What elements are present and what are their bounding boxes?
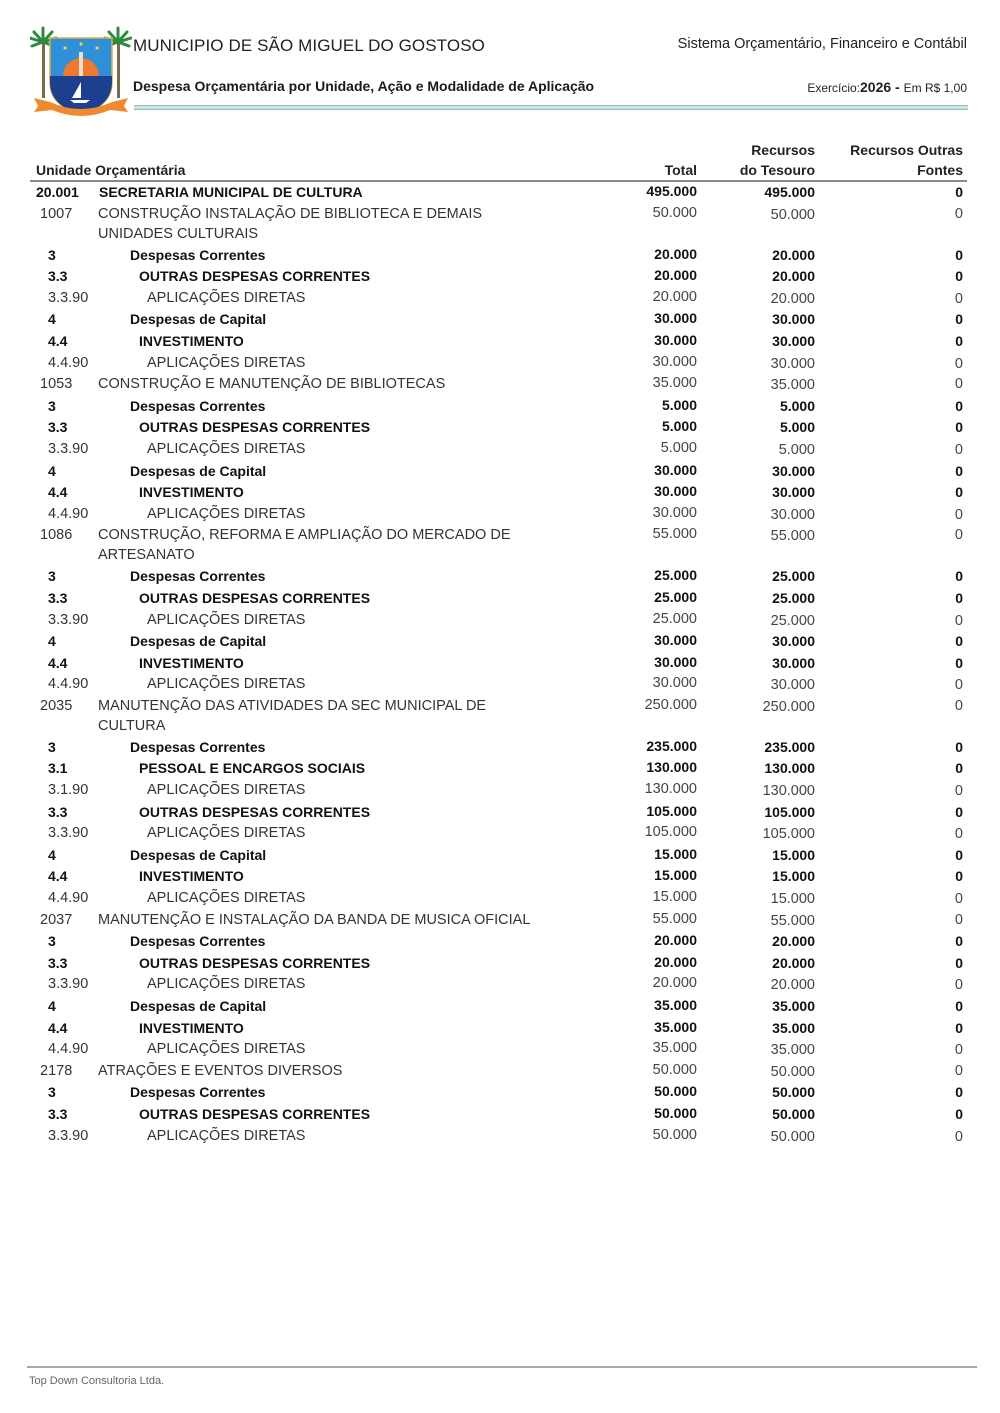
row-tesouro: 50.000 bbox=[772, 1105, 815, 1122]
row-code: 4.4.90 bbox=[48, 890, 89, 907]
row-code: 3.3 bbox=[48, 803, 68, 820]
table-row bbox=[30, 909, 967, 931]
row-outras-fontes: 0 bbox=[954, 911, 963, 928]
row-total: 235.000 bbox=[646, 737, 697, 754]
row-outras-fontes: 0 bbox=[955, 568, 963, 585]
row-outras-fontes: 0 bbox=[955, 1019, 963, 1036]
row-outras-fontes: 0 bbox=[955, 1084, 963, 1101]
table-row bbox=[30, 801, 967, 823]
row-description: Despesas Correntes bbox=[130, 397, 266, 414]
row-outras-fontes: 0 bbox=[954, 1128, 963, 1145]
table-header bbox=[30, 138, 967, 182]
table-row bbox=[30, 952, 967, 974]
table-row bbox=[30, 481, 967, 503]
row-total: 20.000 bbox=[654, 267, 697, 284]
row-code: 3.3.90 bbox=[48, 440, 89, 457]
row-description: OUTRAS DESPESAS CORRENTES bbox=[139, 1105, 371, 1122]
row-outras-fontes: 0 bbox=[955, 954, 963, 971]
row-description: Despesas de Capital bbox=[130, 998, 267, 1014]
row-tesouro: 20.000 bbox=[770, 290, 815, 307]
table-row bbox=[30, 652, 967, 674]
table-row bbox=[30, 995, 967, 1017]
row-outras-fontes: 0 bbox=[955, 998, 963, 1014]
row-total: 50.000 bbox=[652, 1126, 697, 1143]
row-description: INVESTIMENTO bbox=[139, 332, 244, 349]
row-total: 25.000 bbox=[654, 588, 697, 605]
row-tesouro: 20.000 bbox=[772, 268, 815, 285]
row-tesouro: 55.000 bbox=[770, 528, 815, 545]
row-code: 4 bbox=[48, 462, 56, 479]
row-outras-fontes: 0 bbox=[954, 355, 963, 372]
row-code: 3.1.90 bbox=[48, 782, 89, 799]
row-outras-fontes: 0 bbox=[955, 268, 963, 285]
table-row bbox=[30, 1017, 967, 1039]
row-total: 30.000 bbox=[654, 632, 697, 649]
row-tesouro: 130.000 bbox=[764, 760, 815, 777]
table-row bbox=[30, 609, 967, 631]
row-description: MANUTENÇÃO E INSTALAÇÃO DA BANDA DE MUSICA OFICIAL bbox=[98, 911, 531, 928]
table-row bbox=[30, 438, 967, 460]
row-outras-fontes: 0 bbox=[954, 1042, 963, 1059]
table-row bbox=[30, 565, 967, 587]
row-code: 4.4 bbox=[48, 484, 68, 501]
column-header-total: Total bbox=[664, 162, 697, 178]
row-tesouro: 20.000 bbox=[772, 246, 815, 263]
column-header-tesouro-line1: Recursos bbox=[751, 142, 815, 158]
row-description: OUTRAS DESPESAS CORRENTES bbox=[139, 268, 371, 285]
row-description: Despesas Correntes bbox=[130, 738, 266, 755]
row-tesouro: 250.000 bbox=[762, 698, 815, 715]
row-total: 105.000 bbox=[644, 824, 697, 841]
row-total: 20.000 bbox=[654, 932, 697, 949]
column-header-unidade: Unidade Orçamentária bbox=[36, 162, 186, 178]
footer-company: Top Down Consultoria Ltda. bbox=[29, 1375, 165, 1387]
table-row bbox=[30, 1125, 967, 1147]
row-total: 15.000 bbox=[654, 867, 697, 884]
row-outras-fontes: 0 bbox=[955, 332, 963, 349]
row-tesouro: 5.000 bbox=[778, 441, 815, 458]
row-code: 4.4 bbox=[48, 868, 68, 885]
row-outras-fontes: 0 bbox=[954, 826, 963, 843]
table-row bbox=[30, 1103, 967, 1125]
row-description: CONSTRUÇÃO INSTALAÇÃO DE BIBLIOTECA E DEMAIS UNIDADES CULTURAIS bbox=[98, 205, 483, 242]
table-row bbox=[30, 416, 967, 438]
row-description: OUTRAS DESPESAS CORRENTES bbox=[139, 954, 371, 971]
row-total: 20.000 bbox=[654, 953, 697, 970]
row-total: 30.000 bbox=[652, 504, 697, 521]
row-total: 30.000 bbox=[652, 353, 697, 370]
row-description: Despesas de Capital bbox=[130, 311, 267, 328]
row-description: APLICAÇÕES DIRETAS bbox=[147, 782, 306, 799]
row-description: APLICAÇÕES DIRETAS bbox=[147, 976, 306, 993]
row-total: 5.000 bbox=[660, 439, 697, 456]
exercise-year: 2026 bbox=[860, 79, 892, 95]
row-tesouro: 105.000 bbox=[764, 803, 815, 820]
column-header-outras-line2: Fontes bbox=[917, 162, 963, 178]
row-code: 3.3.90 bbox=[48, 976, 89, 993]
table-row bbox=[30, 779, 967, 801]
row-tesouro: 25.000 bbox=[772, 589, 815, 606]
table-row bbox=[30, 203, 967, 244]
table-row bbox=[30, 736, 967, 758]
row-total: 55.000 bbox=[652, 910, 697, 927]
table-row bbox=[30, 1060, 967, 1082]
row-code: 3.3.90 bbox=[48, 611, 89, 628]
row-outras-fontes: 0 bbox=[954, 376, 963, 393]
row-outras-fontes: 0 bbox=[954, 977, 963, 994]
row-outras-fontes: 0 bbox=[954, 891, 963, 908]
table-row bbox=[30, 1038, 967, 1060]
row-total: 50.000 bbox=[654, 1104, 697, 1121]
row-description: APLICAÇÕES DIRETAS bbox=[147, 611, 306, 628]
row-description: OUTRAS DESPESAS CORRENTES bbox=[139, 419, 371, 436]
row-total: 15.000 bbox=[652, 889, 697, 906]
row-outras-fontes: 0 bbox=[954, 290, 963, 307]
row-description: APLICAÇÕES DIRETAS bbox=[147, 289, 306, 306]
row-tesouro: 50.000 bbox=[770, 206, 815, 223]
table-row bbox=[30, 287, 967, 309]
row-description: OUTRAS DESPESAS CORRENTES bbox=[139, 803, 371, 820]
row-total: 20.000 bbox=[654, 245, 697, 262]
row-tesouro: 130.000 bbox=[762, 783, 815, 800]
row-description: Despesas de Capital bbox=[130, 633, 267, 650]
row-description: Despesas de Capital bbox=[130, 462, 267, 479]
row-outras-fontes: 0 bbox=[954, 697, 963, 714]
row-description: APLICAÇÕES DIRETAS bbox=[147, 1041, 306, 1058]
row-code: 1007 bbox=[40, 205, 73, 222]
row-code: 4.4 bbox=[48, 654, 68, 671]
row-code: 3.3 bbox=[48, 419, 68, 436]
row-outras-fontes: 0 bbox=[955, 462, 963, 479]
row-outras-fontes: 0 bbox=[954, 527, 963, 544]
row-description: OUTRAS DESPESAS CORRENTES bbox=[139, 589, 371, 606]
row-outras-fontes: 0 bbox=[955, 738, 963, 755]
table-row bbox=[30, 244, 967, 266]
row-tesouro: 5.000 bbox=[779, 419, 815, 436]
row-code: 3.3 bbox=[48, 1105, 68, 1122]
row-tesouro: 15.000 bbox=[772, 846, 815, 863]
row-description: INVESTIMENTO bbox=[139, 484, 244, 501]
table-row bbox=[30, 395, 967, 417]
row-outras-fontes: 0 bbox=[955, 654, 963, 671]
row-total: 105.000 bbox=[646, 802, 697, 819]
row-outras-fontes: 0 bbox=[955, 1105, 963, 1122]
row-total: 35.000 bbox=[652, 375, 697, 392]
row-code: 3 bbox=[48, 738, 56, 755]
row-tesouro: 495.000 bbox=[764, 184, 815, 200]
currency-note: Em R$ 1,00 bbox=[903, 81, 967, 95]
table-row bbox=[30, 673, 967, 695]
table-row bbox=[30, 503, 967, 525]
row-code: 4 bbox=[48, 633, 56, 650]
row-code: 4 bbox=[48, 846, 56, 863]
row-code: 2037 bbox=[40, 911, 73, 928]
municipal-coat-of-arms-icon bbox=[30, 24, 132, 120]
row-description: CONSTRUÇÃO E MANUTENÇÃO DE BIBLIOTECAS bbox=[98, 376, 446, 393]
row-tesouro: 30.000 bbox=[770, 355, 815, 372]
row-description: INVESTIMENTO bbox=[139, 868, 244, 885]
row-outras-fontes: 0 bbox=[955, 803, 963, 820]
row-description: Despesas Correntes bbox=[130, 246, 266, 263]
footer-divider bbox=[27, 1366, 977, 1368]
row-total: 50.000 bbox=[654, 1083, 697, 1100]
row-description: SECRETARIA MUNICIPAL DE CULTURA bbox=[99, 184, 363, 200]
row-description: APLICAÇÕES DIRETAS bbox=[147, 890, 306, 907]
row-description: Despesas Correntes bbox=[130, 1084, 266, 1101]
row-outras-fontes: 0 bbox=[955, 419, 963, 436]
row-total: 30.000 bbox=[654, 331, 697, 348]
row-outras-fontes: 0 bbox=[955, 184, 963, 200]
table-row bbox=[30, 330, 967, 352]
row-description: Despesas Correntes bbox=[130, 933, 266, 950]
row-code: 3.3 bbox=[48, 268, 68, 285]
row-total: 50.000 bbox=[652, 204, 697, 221]
row-tesouro: 25.000 bbox=[770, 612, 815, 629]
row-code: 3 bbox=[48, 246, 56, 263]
row-tesouro: 30.000 bbox=[772, 484, 815, 501]
row-description: APLICAÇÕES DIRETAS bbox=[147, 1127, 306, 1144]
row-total: 130.000 bbox=[644, 781, 697, 798]
row-total: 35.000 bbox=[652, 1040, 697, 1057]
row-tesouro: 30.000 bbox=[772, 332, 815, 349]
row-outras-fontes: 0 bbox=[954, 205, 963, 222]
row-total: 30.000 bbox=[654, 483, 697, 500]
table-row bbox=[30, 352, 967, 374]
row-code: 3.3.90 bbox=[48, 1127, 89, 1144]
row-total: 30.000 bbox=[654, 310, 697, 327]
row-code: 2178 bbox=[40, 1062, 73, 1079]
row-outras-fontes: 0 bbox=[955, 246, 963, 263]
row-outras-fontes: 0 bbox=[954, 1062, 963, 1079]
row-tesouro: 25.000 bbox=[772, 568, 815, 585]
table-row bbox=[30, 822, 967, 844]
row-code: 3.1 bbox=[48, 760, 68, 777]
row-description: Despesas Correntes bbox=[130, 568, 266, 585]
row-code: 2035 bbox=[40, 697, 73, 714]
table-row bbox=[30, 865, 967, 887]
row-outras-fontes: 0 bbox=[954, 612, 963, 629]
row-description: INVESTIMENTO bbox=[139, 654, 244, 671]
row-total: 35.000 bbox=[654, 997, 697, 1013]
row-total: 15.000 bbox=[654, 845, 697, 862]
exercise-separator: - bbox=[891, 79, 904, 95]
header-divider bbox=[134, 105, 968, 110]
row-code: 3 bbox=[48, 568, 56, 585]
table-row bbox=[30, 265, 967, 287]
row-tesouro: 235.000 bbox=[764, 738, 815, 755]
row-total: 495.000 bbox=[646, 183, 697, 199]
row-code: 3 bbox=[48, 397, 56, 414]
row-total: 20.000 bbox=[652, 288, 697, 305]
row-total: 35.000 bbox=[654, 1018, 697, 1035]
table-row bbox=[30, 887, 967, 909]
row-outras-fontes: 0 bbox=[955, 311, 963, 328]
row-code: 4.4.90 bbox=[48, 676, 89, 693]
row-code: 4.4 bbox=[48, 1019, 68, 1036]
row-total: 30.000 bbox=[652, 675, 697, 692]
row-outras-fontes: 0 bbox=[954, 783, 963, 800]
column-header-tesouro bbox=[740, 140, 815, 180]
row-total: 5.000 bbox=[661, 396, 697, 413]
row-description: Despesas de Capital bbox=[130, 846, 267, 863]
row-description: INVESTIMENTO bbox=[139, 1019, 244, 1036]
column-header-outras-line1: Recursos Outras bbox=[850, 142, 963, 158]
row-description: APLICAÇÕES DIRETAS bbox=[147, 440, 306, 457]
row-code: 3 bbox=[48, 933, 56, 950]
row-tesouro: 5.000 bbox=[779, 397, 815, 414]
row-code: 4.4.90 bbox=[48, 1041, 89, 1058]
row-tesouro: 20.000 bbox=[772, 954, 815, 971]
row-total: 130.000 bbox=[646, 759, 697, 776]
row-outras-fontes: 0 bbox=[955, 589, 963, 606]
column-header-tesouro-line2: do Tesouro bbox=[739, 162, 815, 178]
row-outras-fontes: 0 bbox=[954, 506, 963, 523]
row-code: 3.3 bbox=[48, 589, 68, 606]
row-tesouro: 55.000 bbox=[770, 912, 815, 929]
row-total: 5.000 bbox=[661, 418, 697, 435]
table-row bbox=[30, 930, 967, 952]
row-tesouro: 50.000 bbox=[770, 1128, 815, 1145]
row-outras-fontes: 0 bbox=[955, 933, 963, 950]
table-row bbox=[30, 757, 967, 779]
table-row bbox=[30, 524, 967, 565]
column-header-outras bbox=[850, 140, 963, 180]
table-row bbox=[30, 181, 967, 203]
budget-table-body bbox=[30, 181, 967, 1146]
row-tesouro: 30.000 bbox=[772, 633, 815, 650]
row-tesouro: 35.000 bbox=[772, 998, 815, 1014]
row-code: 3 bbox=[48, 1084, 56, 1101]
row-description: APLICAÇÕES DIRETAS bbox=[147, 825, 306, 842]
table-row bbox=[30, 460, 967, 482]
row-description: APLICAÇÕES DIRETAS bbox=[147, 354, 306, 371]
row-tesouro: 105.000 bbox=[762, 826, 815, 843]
row-code: 20.001 bbox=[36, 184, 79, 200]
row-code: 4.4.90 bbox=[48, 354, 89, 371]
row-code: 1086 bbox=[40, 527, 73, 544]
row-description: APLICAÇÕES DIRETAS bbox=[147, 505, 306, 522]
row-description: MANUTENÇÃO DAS ATIVIDADES DA SEC MUNICIPAL DE CULTURA bbox=[98, 697, 487, 734]
row-total: 50.000 bbox=[652, 1061, 697, 1078]
row-description: APLICAÇÕES DIRETAS bbox=[147, 676, 306, 693]
row-description: CONSTRUÇÃO, REFORMA E AMPLIAÇÃO DO MERCADO DE ARTESANATO bbox=[98, 527, 511, 564]
row-outras-fontes: 0 bbox=[955, 760, 963, 777]
table-row bbox=[30, 630, 967, 652]
row-tesouro: 30.000 bbox=[772, 462, 815, 479]
system-name: Sistema Orçamentário, Financeiro e Contábil bbox=[677, 36, 967, 52]
exercise-label: Exercício: bbox=[807, 81, 861, 95]
row-description: PESSOAL E ENCARGOS SOCIAIS bbox=[139, 760, 366, 777]
row-tesouro: 35.000 bbox=[770, 1042, 815, 1059]
row-code: 3.3 bbox=[48, 954, 68, 971]
row-code: 4.4.90 bbox=[48, 505, 89, 522]
row-tesouro: 50.000 bbox=[772, 1084, 815, 1101]
row-total: 55.000 bbox=[652, 526, 697, 543]
row-tesouro: 20.000 bbox=[772, 933, 815, 950]
row-total: 25.000 bbox=[654, 567, 697, 584]
row-total: 250.000 bbox=[644, 696, 697, 713]
table-row bbox=[30, 587, 967, 609]
row-code: 3.3.90 bbox=[48, 289, 89, 306]
report-title: Despesa Orçamentária por Unidade, Ação e Modalidade de Aplicação bbox=[133, 78, 595, 94]
table-row bbox=[30, 308, 967, 330]
table-row bbox=[30, 973, 967, 995]
row-code: 4 bbox=[48, 998, 56, 1014]
row-outras-fontes: 0 bbox=[955, 484, 963, 501]
table-row bbox=[30, 844, 967, 866]
table-row bbox=[30, 1081, 967, 1103]
row-outras-fontes: 0 bbox=[955, 868, 963, 885]
row-tesouro: 35.000 bbox=[772, 1019, 815, 1036]
row-tesouro: 30.000 bbox=[770, 677, 815, 694]
row-description: ATRAÇÕES E EVENTOS DIVERSOS bbox=[98, 1062, 343, 1079]
table-row bbox=[30, 695, 967, 736]
row-tesouro: 20.000 bbox=[770, 977, 815, 994]
row-code: 4.4 bbox=[48, 332, 68, 349]
row-outras-fontes: 0 bbox=[954, 441, 963, 458]
municipality-name: MUNICIPIO DE SÃO MIGUEL DO GOSTOSO bbox=[133, 36, 485, 55]
row-total: 30.000 bbox=[654, 653, 697, 670]
row-total: 20.000 bbox=[652, 975, 697, 992]
row-outras-fontes: 0 bbox=[955, 397, 963, 414]
row-tesouro: 50.000 bbox=[770, 1063, 815, 1080]
row-tesouro: 15.000 bbox=[772, 868, 815, 885]
row-total: 30.000 bbox=[654, 461, 697, 478]
row-tesouro: 35.000 bbox=[770, 377, 815, 394]
row-code: 3.3.90 bbox=[48, 825, 89, 842]
row-outras-fontes: 0 bbox=[955, 846, 963, 863]
row-tesouro: 30.000 bbox=[770, 506, 815, 523]
row-tesouro: 30.000 bbox=[772, 311, 815, 328]
row-outras-fontes: 0 bbox=[954, 677, 963, 694]
row-tesouro: 15.000 bbox=[770, 891, 815, 908]
row-code: 1053 bbox=[40, 376, 73, 393]
row-total: 25.000 bbox=[652, 610, 697, 627]
row-code: 4 bbox=[48, 311, 56, 328]
exercise-info bbox=[807, 79, 967, 95]
row-outras-fontes: 0 bbox=[955, 633, 963, 650]
table-row bbox=[30, 373, 967, 395]
row-tesouro: 30.000 bbox=[772, 654, 815, 671]
